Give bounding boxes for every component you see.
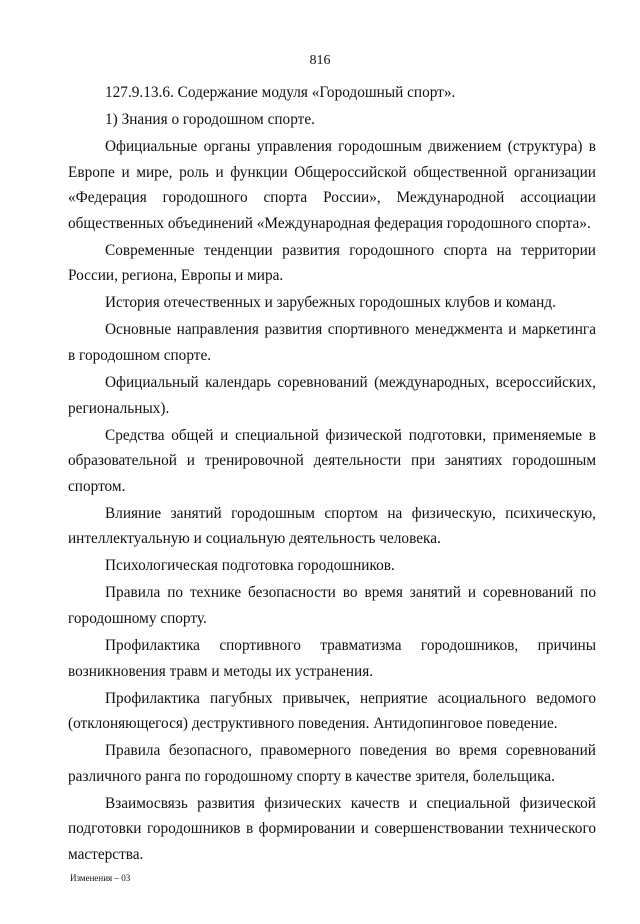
paragraph-2: Современные тенденции развития городошного спорта на территории России, региона, Европы и мира.	[68, 241, 596, 285]
paragraph-11: Профилактика пагубных привычек, неприятие асоциального ведомого (отклоняющегося) деструктивного поведения. Антидопинговое поведение.	[68, 689, 596, 733]
section-title: 127.9.13.6. Содержание модуля «Городошный спорт».	[105, 84, 456, 101]
section-subtitle: 1) Знания о городошном спорте.	[105, 111, 315, 129]
paragraph-10: Профилактика спортивного травматизма городошников, причины возникновения травм и методы их устранения.	[68, 637, 596, 680]
paragraph-13: Взаимосвязь развития физических качеств и специальной физической подготовки городошников в формировании и совершенствовании технического мастерства.	[68, 794, 596, 863]
paragraph-9: Правила по технике безопасности во время занятий и соревнований по городошному спорту.	[68, 584, 596, 627]
paragraph-4: Основные направления развития спортивного менеджмента и маркетинга в городошном спорте.	[68, 321, 596, 364]
paragraph-1: Официальные органы управления городошным движением (структура) в Европе и мире, роль и функции Общероссийской общественной организации «Федерация городошного спорта России», Международной ассоциации общественных объединений «Международная федерация городошного спорта».	[68, 138, 596, 232]
paragraph-7: Влияние занятий городошным спортом на физическую, психическую, интеллектуальную и социальную деятельность человека.	[68, 504, 596, 548]
paragraph-12: Правила безопасного, правомерного поведения во время соревнований различного ранга по городошному спорту в качестве зрителя, болельщика.	[68, 742, 596, 785]
paragraph-3: История отечественных и зарубежных городошных клубов и команд.	[105, 294, 556, 312]
paragraph-6: Средства общей и специальной физической подготовки, применяемые в образовательной и тренировочной деятельности при занятиях городошным спортом.	[68, 426, 596, 495]
paragraph-5: Официальный календарь соревнований (международных, всероссийских, региональных).	[68, 374, 596, 417]
footer-revision-note: Изменения – 03	[70, 873, 131, 883]
paragraph-8: Психологическая подготовка городошников.	[105, 557, 395, 575]
document-body	[68, 80, 596, 869]
page-number: 816	[309, 53, 331, 68]
